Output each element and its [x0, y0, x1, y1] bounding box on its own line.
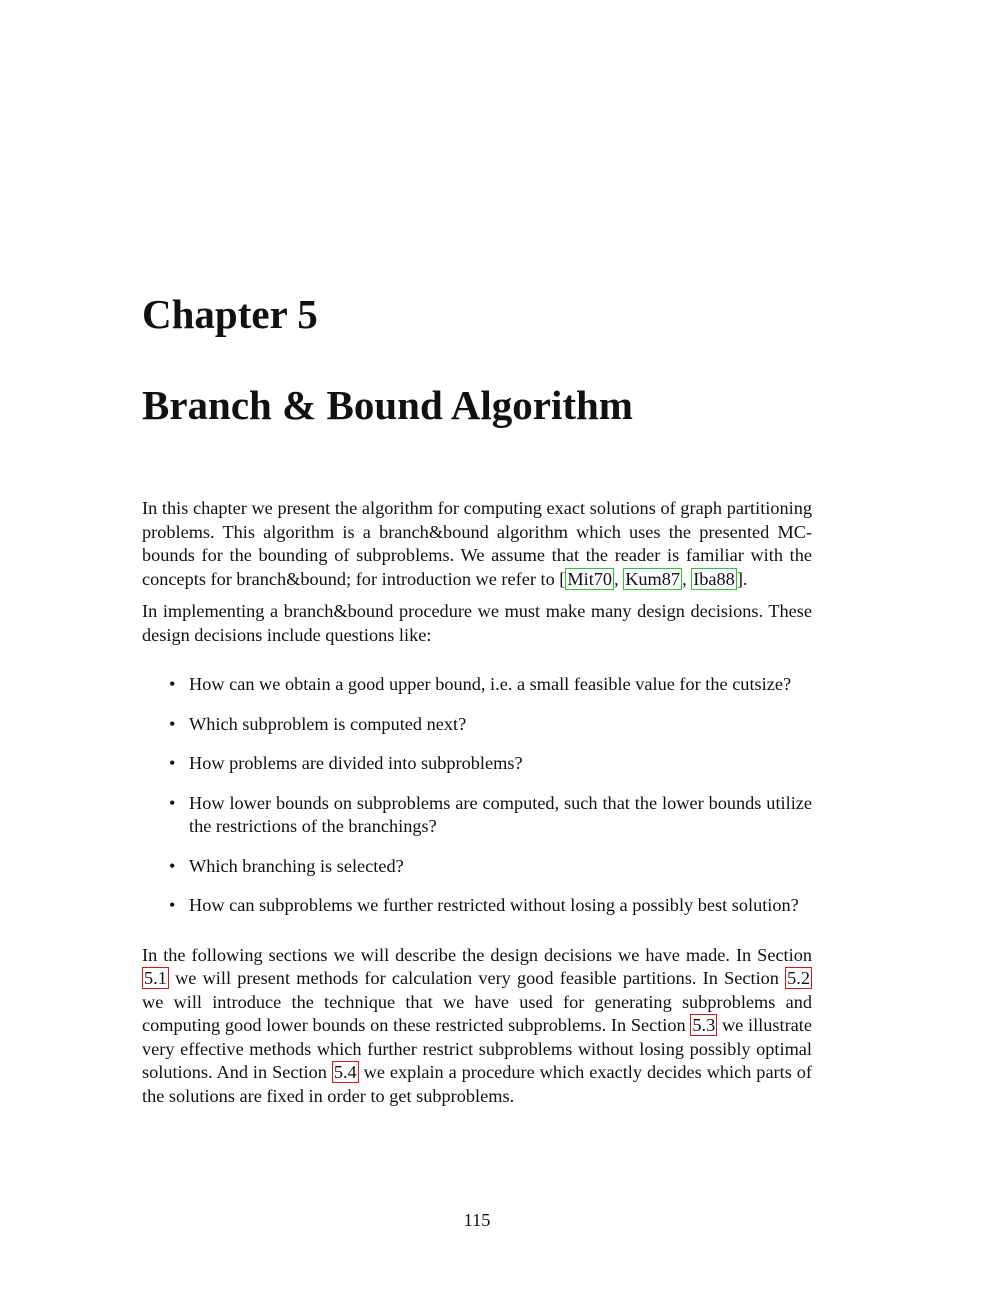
list-item: [142, 792, 812, 839]
question-text: How can subproblems we further restricted without losing a possibly best solution?: [189, 895, 799, 915]
bullet-icon: •: [169, 792, 176, 813]
question-text: Which branching is selected?: [189, 855, 404, 876]
question-text: How problems are divided into subproblems?: [189, 753, 523, 773]
intro-paragraph: [142, 497, 812, 591]
citation-separator: ,: [682, 568, 692, 589]
citation-separator: ,: [614, 568, 624, 589]
chapter-title: Branch & Bound Algorithm: [142, 382, 633, 428]
outline-text: we illustrate very effective methods which further restrict subproblems without losing possibly optimal solutions. And in Section: [142, 1015, 812, 1082]
question-text: How can we obtain a good upper bound, i.e. a small feasible value for the cutsize?: [189, 674, 792, 694]
section-link-5-3[interactable]: 5.3: [692, 1015, 716, 1035]
list-item: [142, 894, 812, 918]
chapter-label: Chapter 5: [142, 291, 318, 337]
citation-mit70[interactable]: Mit70: [567, 568, 613, 589]
design-paragraph: In implementing a branch&bound procedure we must make many design decisions. These design decisions include questions like:: [142, 601, 812, 645]
list-item: [142, 673, 812, 697]
list-item: [142, 752, 812, 776]
citation-iba88[interactable]: Iba88: [693, 568, 735, 589]
outline-text: we explain a procedure which exactly decides which parts of the solutions are fixed in order to get subproblems.: [142, 1062, 812, 1106]
section-link-5-4[interactable]: 5.4: [333, 1062, 357, 1082]
citation-close: ].: [736, 568, 748, 589]
outline-paragraph: [142, 944, 812, 1109]
question-text: How lower bounds on subproblems are computed, such that the lower bounds utilize the restrictions of the branchings?: [189, 792, 812, 836]
section-link-5-2[interactable]: 5.2: [787, 968, 810, 988]
list-item: [142, 855, 812, 879]
list-item: [142, 713, 812, 737]
outline-text: we will introduce the technique that we have used for generating subproblems and computing good lower bounds on these restricted subproblems. In Section: [142, 991, 812, 1035]
outline-text: In the following sections we will describe the design decisions we have made. In Section: [142, 944, 812, 965]
citation-kum87[interactable]: Kum87: [625, 568, 681, 589]
chapter-body: [142, 497, 812, 1108]
bullet-icon: •: [169, 855, 176, 876]
section-link-5-1[interactable]: 5.1: [144, 968, 167, 988]
question-text: Which subproblem is computed next?: [189, 713, 467, 734]
bullet-icon: •: [169, 753, 176, 773]
intro-text: In this chapter we present the algorithm for computing exact solutions of graph partitioning problems. This algorithm is a branch&bound algorithm which uses the presented MC-bounds for the bounding of subproblems. We assume that the reader is familiar with the concepts for branch&bound; for introduction we refer to [: [142, 498, 812, 589]
page-number: 115: [463, 1210, 491, 1230]
bullet-icon: •: [169, 713, 176, 734]
bullet-icon: •: [169, 895, 176, 915]
outline-text: we will present methods for calculation very good feasible partitions. In Section: [168, 968, 786, 988]
bullet-icon: •: [169, 674, 176, 694]
design-questions-list: [142, 673, 812, 918]
